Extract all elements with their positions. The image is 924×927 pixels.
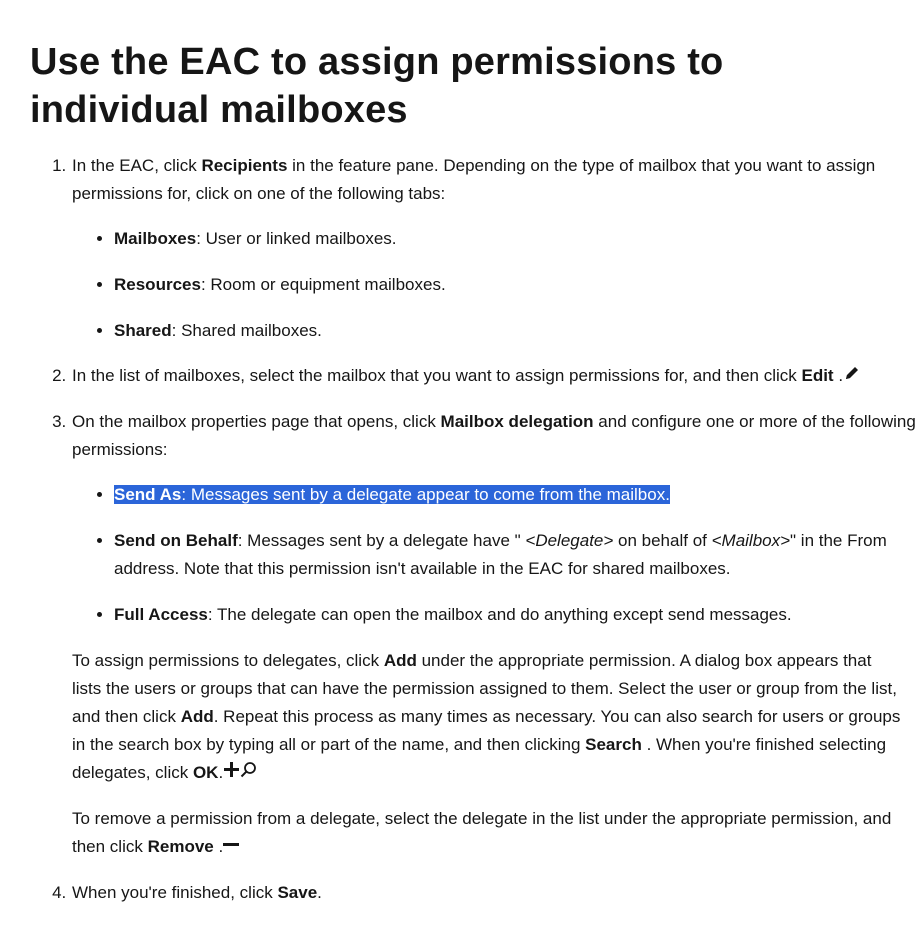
pencil-icon (843, 363, 861, 391)
list-item (114, 481, 924, 509)
tab-name: Mailboxes (114, 229, 197, 248)
ok-label: OK (192, 762, 219, 782)
perm-desc: on behalf of (613, 530, 712, 550)
list-item (114, 601, 924, 629)
minus-icon (223, 834, 239, 862)
perm-desc: : Messages sent by a delegate appear to come from the mailbox. (181, 484, 670, 504)
step-1-pre: In the EAC, click (72, 156, 202, 175)
search-label: Search (585, 734, 642, 754)
text: . (213, 837, 224, 857)
remove-paragraph (72, 805, 902, 862)
step-4-pre: When you're finished, click (72, 882, 278, 902)
tab-name: Resources (114, 275, 201, 294)
step-3-bold: Mailbox delegation (440, 411, 594, 431)
list-item (114, 271, 924, 299)
page-title: Use the EAC to assign permissions to individual mailboxes (30, 41, 724, 131)
perm-desc: " in the From address. Note that this permission isn't available in the EAC for shared mailboxes. (114, 530, 887, 578)
tab-desc: : Room or equipment mailboxes. (200, 275, 446, 294)
step-3-pre: On the mailbox properties page that opens, click (72, 411, 441, 431)
selected-text (114, 485, 670, 504)
step-4-bold: Save (277, 882, 318, 902)
step-2-pre: In the list of mailboxes, select the mailbox that you want to assign permissions for, and then click (72, 366, 802, 385)
perm-name: Send As (114, 484, 182, 504)
step-3-post: and configure one or more of the following permissions: (72, 411, 916, 459)
tab-name: Shared (114, 321, 172, 340)
text: . When you're finished selecting delegates, click (72, 734, 887, 782)
text: To remove a permission from a delegate, select the delegate in the list under the appropriate permission, and then click (72, 809, 892, 857)
list-item (114, 527, 924, 583)
step-4 (71, 879, 924, 907)
text: To assign permissions to delegates, click (72, 650, 384, 670)
text: . (218, 762, 224, 782)
remove-label: Remove (147, 837, 214, 857)
steps-list (30, 152, 924, 907)
step-4-post: . (317, 882, 322, 902)
perm-name: Full Access (114, 604, 208, 624)
list-item (114, 317, 924, 345)
add-paragraph (72, 647, 902, 788)
tabs-list (72, 225, 924, 345)
plus-icon (223, 759, 240, 787)
perm-desc: : The delegate can open the mailbox and do anything except send messages. (207, 604, 792, 624)
step-2-bold: Edit (801, 366, 834, 385)
mailbox-placeholder: <Mailbox> (711, 530, 791, 550)
delegate-placeholder: <Delegate> (525, 530, 614, 550)
perm-desc: : Messages sent by a delegate have " (237, 530, 526, 550)
step-1 (71, 152, 924, 345)
text: . Repeat this process as many times as necessary. You can also search for users or groups in the search box by typing all or part of the name, and then clicking (72, 706, 901, 754)
text: under the appropriate permission. A dialog box appears that lists the users or groups that can have the permission assigned to them. Select the user or group from the list, and then click (72, 650, 897, 726)
step-2-post: . (833, 366, 844, 385)
step-1-bold: Recipients (201, 156, 288, 175)
step-1-post: in the feature pane. Depending on the type of mailbox that you want to assign permissions for, click on one of the following tabs: (72, 156, 876, 203)
list-item (114, 225, 924, 253)
search-icon (240, 759, 257, 787)
permissions-list (72, 481, 924, 629)
step-2 (71, 362, 924, 391)
tab-desc: : User or linked mailboxes. (196, 229, 397, 248)
perm-name: Send on Behalf (114, 530, 238, 550)
step-3 (71, 408, 924, 862)
add-label: Add (383, 650, 417, 670)
add-label: Add (180, 706, 214, 726)
tab-desc: : Shared mailboxes. (171, 321, 322, 340)
